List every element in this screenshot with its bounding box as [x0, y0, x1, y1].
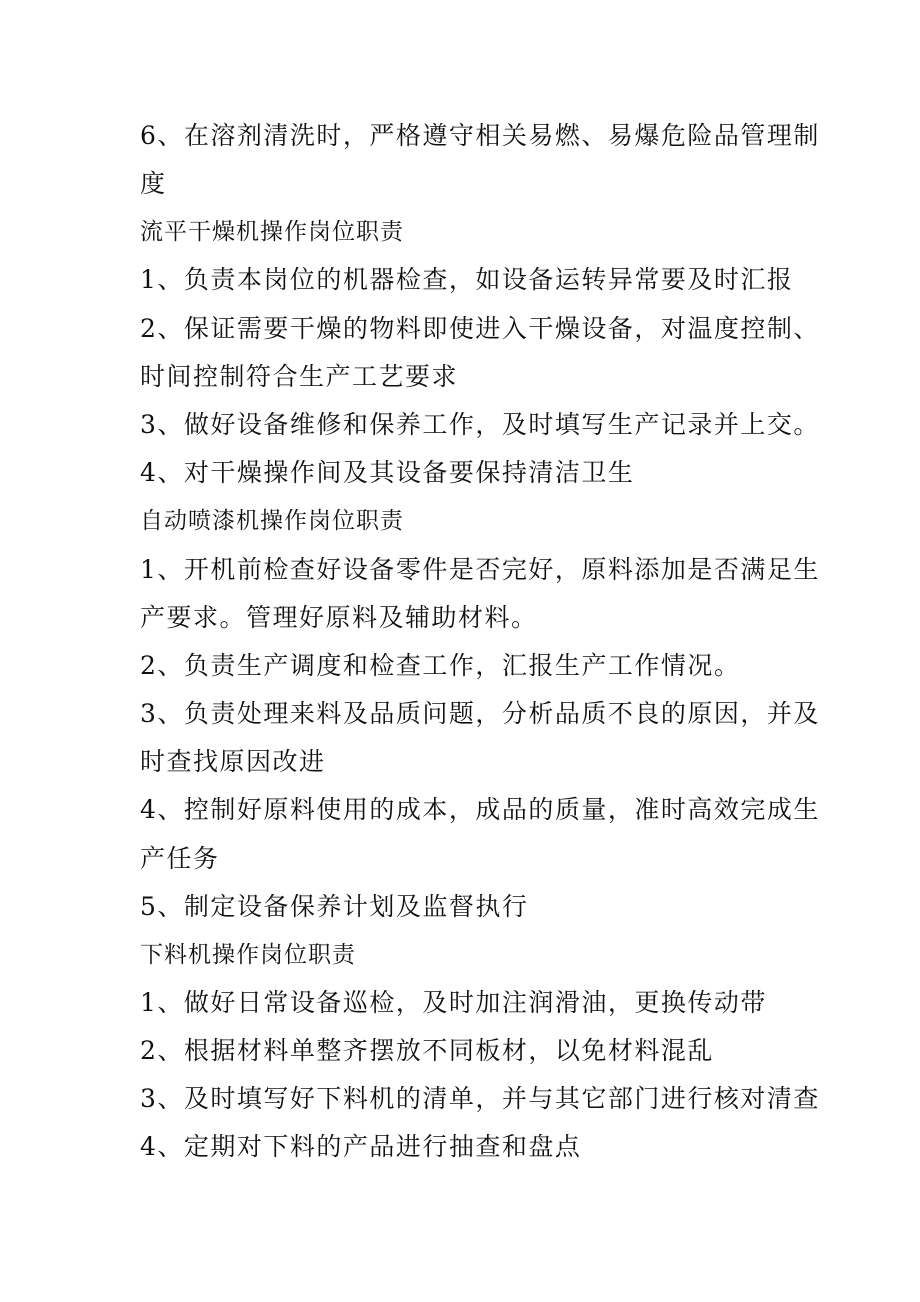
cutting-item-2: 2、根据材料单整齐摆放不同板材，以免材料混乱 [140, 1036, 714, 1065]
dryer-item-3: 3、做好设备维修和保养工作，及时填写生产记录并上交。 [140, 410, 820, 439]
cutting-item-1: 1、做好日常设备巡检，及时加注润滑油，更换传动带 [140, 988, 767, 1017]
dryer-item-2-continuation: 时间控制符合生产工艺要求 [140, 362, 459, 391]
spray-item-4-continuation: 产任务 [140, 844, 220, 873]
spray-item-3: 3、负责处理来料及品质问题，分析品质不良的原因，并及 [140, 699, 820, 728]
cutting-item-4: 4、定期对下料的产品进行抽查和盘点 [140, 1132, 582, 1161]
item-6-solvent-cleaning: 6、在溶剂清洗时，严格遵守相关易燃、易爆危险品管理制 [140, 121, 820, 150]
section-heading-cutting-machine: 下料机操作岗位职责 [140, 942, 356, 968]
section-heading-auto-spray: 自动喷漆机操作岗位职责 [140, 508, 404, 534]
section-heading-leveling-dryer: 流平干燥机操作岗位职责 [140, 219, 404, 245]
spray-item-5: 5、制定设备保养计划及监督执行 [140, 892, 529, 921]
dryer-item-2: 2、保证需要干燥的物料即使进入干燥设备，对温度控制、 [140, 314, 820, 343]
spray-item-1-continuation: 产要求。管理好原料及辅助材料。 [140, 603, 538, 632]
dryer-item-1: 1、负责本岗位的机器检查，如设备运转异常要及时汇报 [140, 265, 794, 294]
dryer-item-4: 4、对干燥操作间及其设备要保持清洁卫生 [140, 458, 635, 487]
item-6-continuation: 度 [140, 169, 167, 198]
cutting-item-3: 3、及时填写好下料机的清单，并与其它部门进行核对清查 [140, 1084, 820, 1113]
spray-item-3-continuation: 时查找原因改进 [140, 747, 326, 776]
spray-item-4: 4、控制好原料使用的成本，成品的质量，准时高效完成生 [140, 795, 820, 824]
spray-item-2: 2、负责生产调度和检查工作，汇报生产工作情况。 [140, 651, 741, 680]
spray-item-1: 1、开机前检查好设备零件是否完好，原料添加是否满足生 [140, 555, 820, 584]
